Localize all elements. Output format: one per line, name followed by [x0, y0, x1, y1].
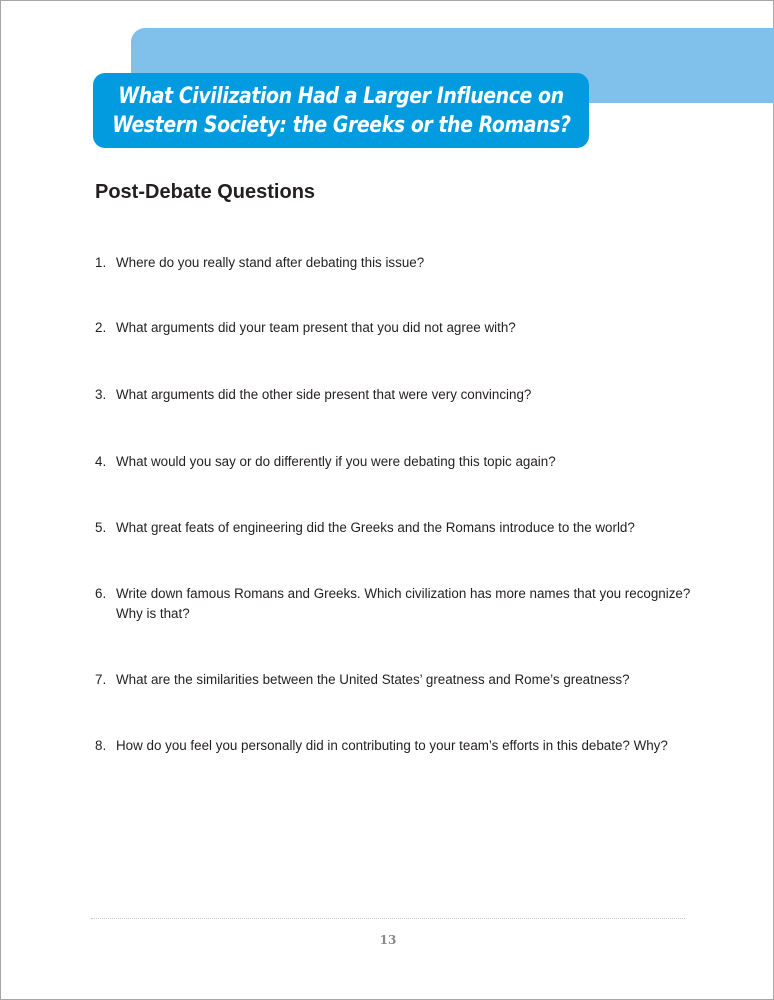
question-text: How do you feel you personally did in contributing to your team’s efforts in this debate? Why? — [116, 738, 668, 753]
question-item — [95, 518, 716, 538]
question-text: Write down famous Romans and Greeks. Which civilization has more names that you recognize? Why is that? — [116, 586, 691, 621]
question-item — [95, 452, 716, 472]
page-number: 13 — [379, 933, 397, 947]
page-title-line-1: What Civilization Had a Larger Influence on — [118, 83, 564, 109]
question-number: 6. — [95, 586, 107, 601]
page-title-box — [93, 73, 589, 148]
question-number: 3. — [95, 387, 107, 402]
question-text: What arguments did the other side present that were very convincing? — [116, 387, 532, 402]
question-item — [95, 670, 716, 690]
question-number: 5. — [95, 520, 107, 535]
page-title-line-2: Western Society: the Greeks or the Romans? — [111, 112, 571, 138]
question-item — [95, 318, 716, 338]
question-text: What are the similarities between the United States’ greatness and Rome’s greatness? — [116, 672, 630, 687]
footer-divider — [91, 918, 685, 919]
question-item — [95, 584, 716, 624]
question-text: What would you say or do differently if you were debating this topic again? — [116, 454, 556, 469]
question-number: 7. — [95, 672, 107, 687]
question-text: What great feats of engineering did the Greeks and the Romans introduce to the world? — [116, 520, 635, 535]
question-text: What arguments did your team present that you did not agree with? — [116, 320, 516, 335]
section-title: Post-Debate Questions — [95, 181, 316, 203]
question-item — [95, 736, 716, 756]
question-number: 1. — [95, 255, 107, 270]
question-number: 8. — [95, 738, 107, 753]
question-item — [95, 253, 716, 273]
question-number: 4. — [95, 454, 107, 469]
question-text: Where do you really stand after debating this issue? — [116, 255, 425, 270]
question-item — [95, 385, 716, 405]
question-number: 2. — [95, 320, 107, 335]
